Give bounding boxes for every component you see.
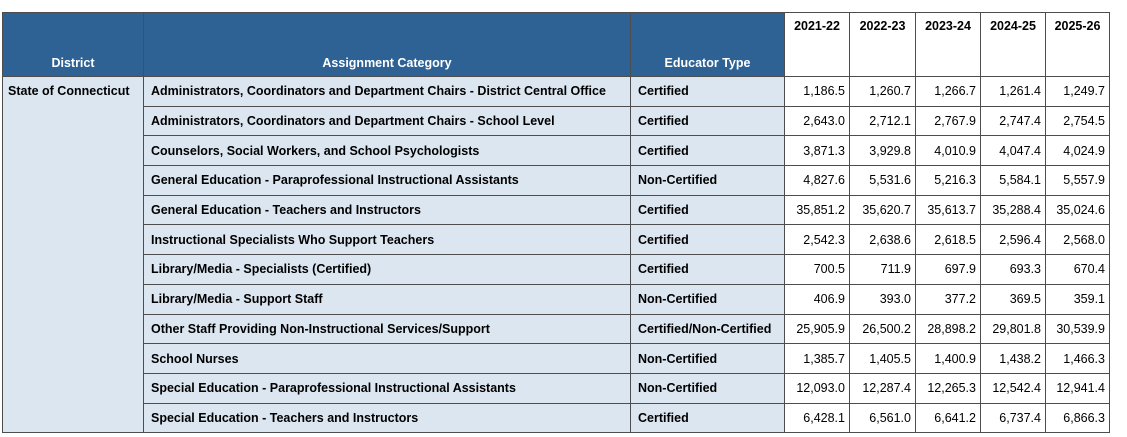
category-cell: Special Education - Paraprofessional Instructional Assistants xyxy=(144,373,631,403)
value-cell: 377.2 xyxy=(916,284,981,314)
value-cell: 1,266.7 xyxy=(916,77,981,107)
category-cell: Instructional Specialists Who Support Teachers xyxy=(144,225,631,255)
category-cell: School Nurses xyxy=(144,344,631,374)
value-cell: 4,827.6 xyxy=(785,166,850,196)
value-cell: 2,596.4 xyxy=(981,225,1046,255)
value-cell: 6,866.3 xyxy=(1046,403,1110,433)
table-row xyxy=(3,344,1110,374)
value-cell: 6,737.4 xyxy=(981,403,1046,433)
value-cell: 12,941.4 xyxy=(1046,373,1110,403)
educator-type-cell: Certified/Non-Certified xyxy=(631,314,785,344)
value-cell: 1,405.5 xyxy=(850,344,916,374)
value-cell: 1,260.7 xyxy=(850,77,916,107)
value-cell: 2,767.9 xyxy=(916,106,981,136)
year-header[interactable]: 2024-25 xyxy=(981,13,1046,77)
table-body xyxy=(3,77,1110,433)
value-cell: 700.5 xyxy=(785,255,850,285)
value-cell: 2,618.5 xyxy=(916,225,981,255)
value-cell: 2,542.3 xyxy=(785,225,850,255)
value-cell: 2,643.0 xyxy=(785,106,850,136)
value-cell: 26,500.2 xyxy=(850,314,916,344)
educator-type-cell: Certified xyxy=(631,136,785,166)
value-cell: 35,024.6 xyxy=(1046,195,1110,225)
value-cell: 1,385.7 xyxy=(785,344,850,374)
value-cell: 4,047.4 xyxy=(981,136,1046,166)
value-cell: 5,531.6 xyxy=(850,166,916,196)
header-row xyxy=(3,13,1110,77)
educator-type-header[interactable]: Educator Type xyxy=(631,13,785,77)
value-cell: 12,093.0 xyxy=(785,373,850,403)
value-cell: 1,261.4 xyxy=(981,77,1046,107)
value-cell: 2,568.0 xyxy=(1046,225,1110,255)
value-cell: 12,265.3 xyxy=(916,373,981,403)
table-row xyxy=(3,225,1110,255)
district-header[interactable]: District xyxy=(3,13,144,77)
value-cell: 35,288.4 xyxy=(981,195,1046,225)
value-cell: 359.1 xyxy=(1046,284,1110,314)
value-cell: 5,584.1 xyxy=(981,166,1046,196)
value-cell: 1,438.2 xyxy=(981,344,1046,374)
value-cell: 711.9 xyxy=(850,255,916,285)
value-cell: 12,542.4 xyxy=(981,373,1046,403)
table-row xyxy=(3,373,1110,403)
category-cell: Other Staff Providing Non-Instructional Services/Support xyxy=(144,314,631,344)
table-row xyxy=(3,314,1110,344)
year-header[interactable]: 2021-22 xyxy=(785,13,850,77)
value-cell: 2,754.5 xyxy=(1046,106,1110,136)
category-header[interactable]: Assignment Category xyxy=(144,13,631,77)
value-cell: 35,613.7 xyxy=(916,195,981,225)
educator-type-cell: Certified xyxy=(631,77,785,107)
value-cell: 6,561.0 xyxy=(850,403,916,433)
table-row xyxy=(3,106,1110,136)
district-cell: State of Connecticut xyxy=(3,77,144,433)
category-cell: General Education - Paraprofessional Instructional Assistants xyxy=(144,166,631,196)
value-cell: 3,929.8 xyxy=(850,136,916,166)
year-header[interactable]: 2025-26 xyxy=(1046,13,1110,77)
value-cell: 3,871.3 xyxy=(785,136,850,166)
value-cell: 2,712.1 xyxy=(850,106,916,136)
table-row xyxy=(3,284,1110,314)
table-row xyxy=(3,77,1110,107)
table-row xyxy=(3,136,1110,166)
value-cell: 2,638.6 xyxy=(850,225,916,255)
category-cell: Administrators, Coordinators and Department Chairs - School Level xyxy=(144,106,631,136)
value-cell: 35,620.7 xyxy=(850,195,916,225)
staffing-table xyxy=(2,12,1110,433)
table-row xyxy=(3,255,1110,285)
value-cell: 1,249.7 xyxy=(1046,77,1110,107)
table-row xyxy=(3,403,1110,433)
value-cell: 1,466.3 xyxy=(1046,344,1110,374)
value-cell: 29,801.8 xyxy=(981,314,1046,344)
value-cell: 2,747.4 xyxy=(981,106,1046,136)
educator-type-cell: Certified xyxy=(631,106,785,136)
value-cell: 369.5 xyxy=(981,284,1046,314)
category-cell: Counselors, Social Workers, and School Psychologists xyxy=(144,136,631,166)
educator-type-cell: Non-Certified xyxy=(631,166,785,196)
category-cell: General Education - Teachers and Instructors xyxy=(144,195,631,225)
category-cell: Administrators, Coordinators and Department Chairs - District Central Office xyxy=(144,77,631,107)
value-cell: 30,539.9 xyxy=(1046,314,1110,344)
value-cell: 393.0 xyxy=(850,284,916,314)
educator-type-cell: Certified xyxy=(631,195,785,225)
value-cell: 697.9 xyxy=(916,255,981,285)
value-cell: 670.4 xyxy=(1046,255,1110,285)
value-cell: 4,024.9 xyxy=(1046,136,1110,166)
value-cell: 1,400.9 xyxy=(916,344,981,374)
year-header[interactable]: 2023-24 xyxy=(916,13,981,77)
value-cell: 4,010.9 xyxy=(916,136,981,166)
value-cell: 12,287.4 xyxy=(850,373,916,403)
value-cell: 6,428.1 xyxy=(785,403,850,433)
educator-type-cell: Non-Certified xyxy=(631,284,785,314)
value-cell: 5,557.9 xyxy=(1046,166,1110,196)
value-cell: 6,641.2 xyxy=(916,403,981,433)
value-cell: 28,898.2 xyxy=(916,314,981,344)
educator-type-cell: Non-Certified xyxy=(631,344,785,374)
year-header[interactable]: 2022-23 xyxy=(850,13,916,77)
educator-type-cell: Certified xyxy=(631,255,785,285)
table-row xyxy=(3,166,1110,196)
category-cell: Library/Media - Specialists (Certified) xyxy=(144,255,631,285)
educator-type-cell: Certified xyxy=(631,403,785,433)
category-cell: Library/Media - Support Staff xyxy=(144,284,631,314)
value-cell: 25,905.9 xyxy=(785,314,850,344)
staffing-table-container xyxy=(2,12,1110,433)
value-cell: 5,216.3 xyxy=(916,166,981,196)
educator-type-cell: Certified xyxy=(631,225,785,255)
value-cell: 693.3 xyxy=(981,255,1046,285)
category-cell: Special Education - Teachers and Instructors xyxy=(144,403,631,433)
educator-type-cell: Non-Certified xyxy=(631,373,785,403)
value-cell: 35,851.2 xyxy=(785,195,850,225)
value-cell: 1,186.5 xyxy=(785,77,850,107)
value-cell: 406.9 xyxy=(785,284,850,314)
table-row xyxy=(3,195,1110,225)
